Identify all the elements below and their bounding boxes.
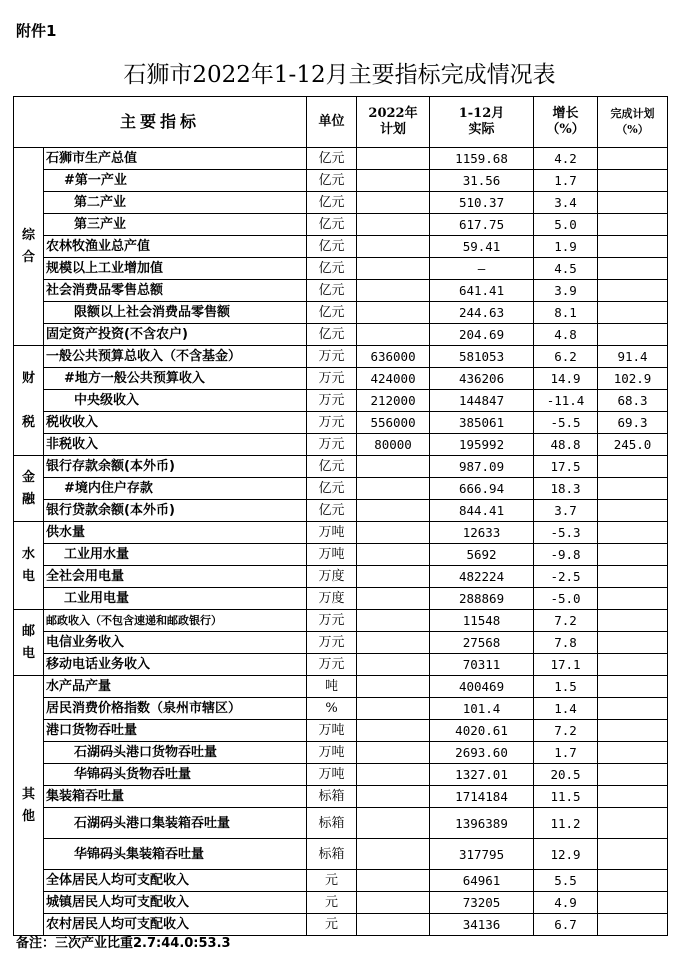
plan-cell: [357, 544, 430, 566]
plan-cell: [357, 588, 430, 610]
unit-cell: 万吨: [307, 764, 357, 786]
unit-cell: 亿元: [307, 192, 357, 214]
table-body: [14, 148, 668, 936]
plan-cell: 424000: [357, 368, 430, 390]
indicator-name-cell: 限额以上社会消费品零售额: [44, 302, 307, 324]
actual-cell: 5692: [430, 544, 534, 566]
completion-cell: [598, 522, 668, 544]
unit-cell: 万元: [307, 368, 357, 390]
category-cell: 水 电: [14, 522, 44, 610]
indicator-name-cell: 港口货物吞吐量: [44, 720, 307, 742]
indicator-name-cell: 农林牧渔业总产值: [44, 236, 307, 258]
category-cell: 财 税: [14, 346, 44, 456]
growth-cell: 1.4: [534, 698, 598, 720]
completion-cell: [598, 280, 668, 302]
actual-cell: 436206: [430, 368, 534, 390]
unit-cell: 标箱: [307, 786, 357, 808]
plan-cell: [357, 192, 430, 214]
table-row: [14, 302, 668, 324]
completion-cell: [598, 566, 668, 588]
growth-cell: 1.7: [534, 742, 598, 764]
actual-cell: 59.41: [430, 236, 534, 258]
actual-cell: 12633: [430, 522, 534, 544]
actual-cell: 288869: [430, 588, 534, 610]
completion-cell: [598, 698, 668, 720]
table-row: [14, 324, 668, 346]
unit-cell: 亿元: [307, 324, 357, 346]
unit-cell: 万吨: [307, 522, 357, 544]
table-row: [14, 892, 668, 914]
unit-cell: 元: [307, 914, 357, 936]
actual-cell: 385061: [430, 412, 534, 434]
plan-cell: [357, 610, 430, 632]
actual-cell: 144847: [430, 390, 534, 412]
growth-cell: 3.4: [534, 192, 598, 214]
actual-cell: 195992: [430, 434, 534, 456]
growth-cell: -5.0: [534, 588, 598, 610]
indicator-name-cell: 银行存款余额(本外币): [44, 456, 307, 478]
indicator-name-cell: 华锦码头集装箱吞吐量: [44, 839, 307, 870]
plan-cell: [357, 839, 430, 870]
growth-cell: 8.1: [534, 302, 598, 324]
table-row: [14, 566, 668, 588]
unit-cell: 亿元: [307, 302, 357, 324]
indicator-name-cell: 一般公共预算总收入（不含基金）: [44, 346, 307, 368]
growth-cell: 17.5: [534, 456, 598, 478]
actual-cell: 31.56: [430, 170, 534, 192]
growth-cell: 11.5: [534, 786, 598, 808]
growth-cell: 1.7: [534, 170, 598, 192]
actual-cell: 204.69: [430, 324, 534, 346]
table-row: [14, 632, 668, 654]
completion-cell: [598, 478, 668, 500]
plan-cell: [357, 148, 430, 170]
completion-cell: [598, 720, 668, 742]
growth-cell: 4.8: [534, 324, 598, 346]
table-row: [14, 214, 668, 236]
indicator-name-cell: 集装箱吞吐量: [44, 786, 307, 808]
growth-cell: 1.9: [534, 236, 598, 258]
unit-cell: %: [307, 698, 357, 720]
indicator-name-cell: #第一产业: [44, 170, 307, 192]
plan-cell: [357, 698, 430, 720]
indicator-name-cell: 固定资产投资(不含农户): [44, 324, 307, 346]
plan-cell: [357, 170, 430, 192]
completion-cell: [598, 214, 668, 236]
indicator-name-cell: #境内住户存款: [44, 478, 307, 500]
actual-cell: 1714184: [430, 786, 534, 808]
table-row: [14, 258, 668, 280]
actual-cell: 70311: [430, 654, 534, 676]
plan-cell: [357, 764, 430, 786]
growth-cell: -5.5: [534, 412, 598, 434]
unit-cell: 万元: [307, 654, 357, 676]
table-row: [14, 654, 668, 676]
plan-cell: [357, 324, 430, 346]
table-row: [14, 478, 668, 500]
actual-cell: 400469: [430, 676, 534, 698]
completion-cell: [598, 258, 668, 280]
plan-cell: [357, 742, 430, 764]
plan-cell: [357, 456, 430, 478]
completion-cell: [598, 914, 668, 936]
completion-cell: [598, 610, 668, 632]
category-cell: 其 他: [14, 676, 44, 936]
table-row: [14, 412, 668, 434]
table-row: [14, 192, 668, 214]
actual-cell: 244.63: [430, 302, 534, 324]
indicator-name-cell: 石狮市生产总值: [44, 148, 307, 170]
unit-cell: 万元: [307, 390, 357, 412]
table-row: [14, 148, 668, 170]
table-row: [14, 588, 668, 610]
completion-cell: [598, 544, 668, 566]
completion-cell: [598, 456, 668, 478]
table-row: [14, 522, 668, 544]
table-row: [14, 544, 668, 566]
unit-cell: 亿元: [307, 456, 357, 478]
table-row: [14, 368, 668, 390]
actual-cell: 317795: [430, 839, 534, 870]
indicator-name-cell: 中央级收入: [44, 390, 307, 412]
completion-cell: [598, 892, 668, 914]
unit-cell: 亿元: [307, 280, 357, 302]
growth-cell: 6.7: [534, 914, 598, 936]
growth-cell: 11.2: [534, 808, 598, 839]
table-row: [14, 786, 668, 808]
plan-cell: [357, 258, 430, 280]
actual-cell: 581053: [430, 346, 534, 368]
unit-cell: 万吨: [307, 720, 357, 742]
table-row: [14, 676, 668, 698]
plan-cell: [357, 654, 430, 676]
table-row: [14, 720, 668, 742]
unit-cell: 万度: [307, 588, 357, 610]
unit-cell: 亿元: [307, 148, 357, 170]
indicator-name-cell: 供水量: [44, 522, 307, 544]
unit-cell: 万元: [307, 434, 357, 456]
actual-cell: 987.09: [430, 456, 534, 478]
unit-cell: 万吨: [307, 742, 357, 764]
indicator-name-cell: 水产品产量: [44, 676, 307, 698]
plan-cell: 80000: [357, 434, 430, 456]
completion-cell: [598, 839, 668, 870]
actual-cell: 11548: [430, 610, 534, 632]
attachment-label: 附件1: [16, 22, 57, 40]
table-row: [14, 456, 668, 478]
plan-cell: [357, 786, 430, 808]
plan-cell: [357, 870, 430, 892]
growth-cell: 20.5: [534, 764, 598, 786]
growth-cell: 4.2: [534, 148, 598, 170]
indicator-name-cell: 华锦码头货物吞吐量: [44, 764, 307, 786]
table-row: [14, 346, 668, 368]
actual-cell: 101.4: [430, 698, 534, 720]
category-cell: 邮 电: [14, 610, 44, 676]
actual-cell: 73205: [430, 892, 534, 914]
indicator-name-cell: 石湖码头港口货物吞吐量: [44, 742, 307, 764]
growth-cell: 5.5: [534, 870, 598, 892]
table-row: [14, 808, 668, 839]
indicator-name-cell: 第二产业: [44, 192, 307, 214]
plan-cell: [357, 632, 430, 654]
indicator-name-cell: 工业用水量: [44, 544, 307, 566]
header-unit: 单位: [307, 97, 357, 148]
indicator-name-cell: 电信业务收入: [44, 632, 307, 654]
header-indicator: 主要指标: [14, 97, 307, 148]
header-growth: 增长 （%）: [534, 97, 598, 148]
actual-cell: 1159.68: [430, 148, 534, 170]
unit-cell: 标箱: [307, 839, 357, 870]
plan-cell: [357, 808, 430, 839]
growth-cell: 5.0: [534, 214, 598, 236]
actual-cell: 4020.61: [430, 720, 534, 742]
plan-cell: [357, 892, 430, 914]
unit-cell: 万元: [307, 412, 357, 434]
growth-cell: 7.8: [534, 632, 598, 654]
indicator-name-cell: 社会消费品零售总额: [44, 280, 307, 302]
growth-cell: 3.7: [534, 500, 598, 522]
indicator-name-cell: 规模以上工业增加值: [44, 258, 307, 280]
plan-cell: [357, 914, 430, 936]
completion-cell: 102.9: [598, 368, 668, 390]
completion-cell: [598, 676, 668, 698]
unit-cell: 亿元: [307, 500, 357, 522]
growth-cell: 48.8: [534, 434, 598, 456]
growth-cell: 7.2: [534, 610, 598, 632]
completion-cell: 91.4: [598, 346, 668, 368]
actual-cell: 482224: [430, 566, 534, 588]
indicator-name-cell: 农村居民人均可支配收入: [44, 914, 307, 936]
growth-cell: 7.2: [534, 720, 598, 742]
completion-cell: [598, 654, 668, 676]
completion-cell: [598, 148, 668, 170]
completion-cell: [598, 632, 668, 654]
indicator-name-cell: 银行贷款余额(本外币): [44, 500, 307, 522]
growth-cell: -9.8: [534, 544, 598, 566]
growth-cell: 14.9: [534, 368, 598, 390]
growth-cell: -2.5: [534, 566, 598, 588]
plan-cell: [357, 236, 430, 258]
actual-cell: 34136: [430, 914, 534, 936]
actual-cell: 844.41: [430, 500, 534, 522]
completion-cell: [598, 870, 668, 892]
unit-cell: 万元: [307, 632, 357, 654]
category-cell: 综 合: [14, 148, 44, 346]
header-plan: 2022年 计划: [357, 97, 430, 148]
completion-cell: [598, 192, 668, 214]
table-row: [14, 236, 668, 258]
table-row: [14, 434, 668, 456]
indicator-name-cell: 石湖码头港口集装箱吞吐量: [44, 808, 307, 839]
completion-cell: [598, 170, 668, 192]
completion-cell: 245.0: [598, 434, 668, 456]
unit-cell: 万度: [307, 566, 357, 588]
table-row: [14, 280, 668, 302]
completion-cell: [598, 236, 668, 258]
actual-cell: —: [430, 258, 534, 280]
category-cell: 金 融: [14, 456, 44, 522]
actual-cell: 617.75: [430, 214, 534, 236]
actual-cell: 1396389: [430, 808, 534, 839]
indicator-name-cell: 工业用电量: [44, 588, 307, 610]
indicator-name-cell: 全体居民人均可支配收入: [44, 870, 307, 892]
completion-cell: 69.3: [598, 412, 668, 434]
growth-cell: -5.3: [534, 522, 598, 544]
table-row: [14, 764, 668, 786]
indicator-name-cell: 邮政收入（不包含速递和邮政银行）: [44, 610, 307, 632]
indicator-name-cell: 非税收入: [44, 434, 307, 456]
completion-cell: [598, 808, 668, 839]
plan-cell: [357, 478, 430, 500]
table-row: [14, 698, 668, 720]
actual-cell: 64961: [430, 870, 534, 892]
completion-cell: [598, 302, 668, 324]
table-row: [14, 742, 668, 764]
plan-cell: [357, 522, 430, 544]
growth-cell: 3.9: [534, 280, 598, 302]
growth-cell: -11.4: [534, 390, 598, 412]
growth-cell: 4.5: [534, 258, 598, 280]
indicator-name-cell: 第三产业: [44, 214, 307, 236]
plan-cell: [357, 280, 430, 302]
unit-cell: 标箱: [307, 808, 357, 839]
growth-cell: 6.2: [534, 346, 598, 368]
header-completion: 完成计划 （%）: [598, 97, 668, 148]
unit-cell: 万元: [307, 610, 357, 632]
unit-cell: 亿元: [307, 258, 357, 280]
header-actual: 1-12月 实际: [430, 97, 534, 148]
unit-cell: 元: [307, 892, 357, 914]
plan-cell: 212000: [357, 390, 430, 412]
indicators-table: [13, 96, 668, 936]
plan-cell: [357, 566, 430, 588]
plan-cell: 556000: [357, 412, 430, 434]
plan-cell: [357, 214, 430, 236]
growth-cell: 4.9: [534, 892, 598, 914]
indicator-name-cell: 居民消费价格指数（泉州市辖区）: [44, 698, 307, 720]
plan-cell: [357, 302, 430, 324]
actual-cell: 510.37: [430, 192, 534, 214]
actual-cell: 27568: [430, 632, 534, 654]
table-row: [14, 390, 668, 412]
plan-cell: [357, 720, 430, 742]
footnote: 备注：三次产业比重2.7:44.0:53.3: [16, 936, 231, 951]
unit-cell: 亿元: [307, 170, 357, 192]
table-row: [14, 500, 668, 522]
unit-cell: 吨: [307, 676, 357, 698]
completion-cell: [598, 742, 668, 764]
table-row: [14, 610, 668, 632]
actual-cell: 1327.01: [430, 764, 534, 786]
page-title: 石狮市2022年1-12月主要指标完成情况表: [123, 62, 556, 88]
completion-cell: [598, 786, 668, 808]
indicator-name-cell: 移动电话业务收入: [44, 654, 307, 676]
indicator-name-cell: 税收收入: [44, 412, 307, 434]
completion-cell: 68.3: [598, 390, 668, 412]
indicator-name-cell: #地方一般公共预算收入: [44, 368, 307, 390]
actual-cell: 666.94: [430, 478, 534, 500]
unit-cell: 亿元: [307, 236, 357, 258]
growth-cell: 17.1: [534, 654, 598, 676]
actual-cell: 2693.60: [430, 742, 534, 764]
completion-cell: [598, 324, 668, 346]
unit-cell: 亿元: [307, 214, 357, 236]
growth-cell: 12.9: [534, 839, 598, 870]
table-row: [14, 170, 668, 192]
completion-cell: [598, 588, 668, 610]
table-row: [14, 839, 668, 870]
plan-cell: 636000: [357, 346, 430, 368]
indicator-name-cell: 城镇居民人均可支配收入: [44, 892, 307, 914]
unit-cell: 元: [307, 870, 357, 892]
unit-cell: 万元: [307, 346, 357, 368]
actual-cell: 641.41: [430, 280, 534, 302]
plan-cell: [357, 500, 430, 522]
growth-cell: 18.3: [534, 478, 598, 500]
indicator-name-cell: 全社会用电量: [44, 566, 307, 588]
completion-cell: [598, 764, 668, 786]
unit-cell: 万吨: [307, 544, 357, 566]
growth-cell: 1.5: [534, 676, 598, 698]
plan-cell: [357, 676, 430, 698]
table-row: [14, 870, 668, 892]
table-header-row: [14, 97, 668, 148]
completion-cell: [598, 500, 668, 522]
unit-cell: 亿元: [307, 478, 357, 500]
